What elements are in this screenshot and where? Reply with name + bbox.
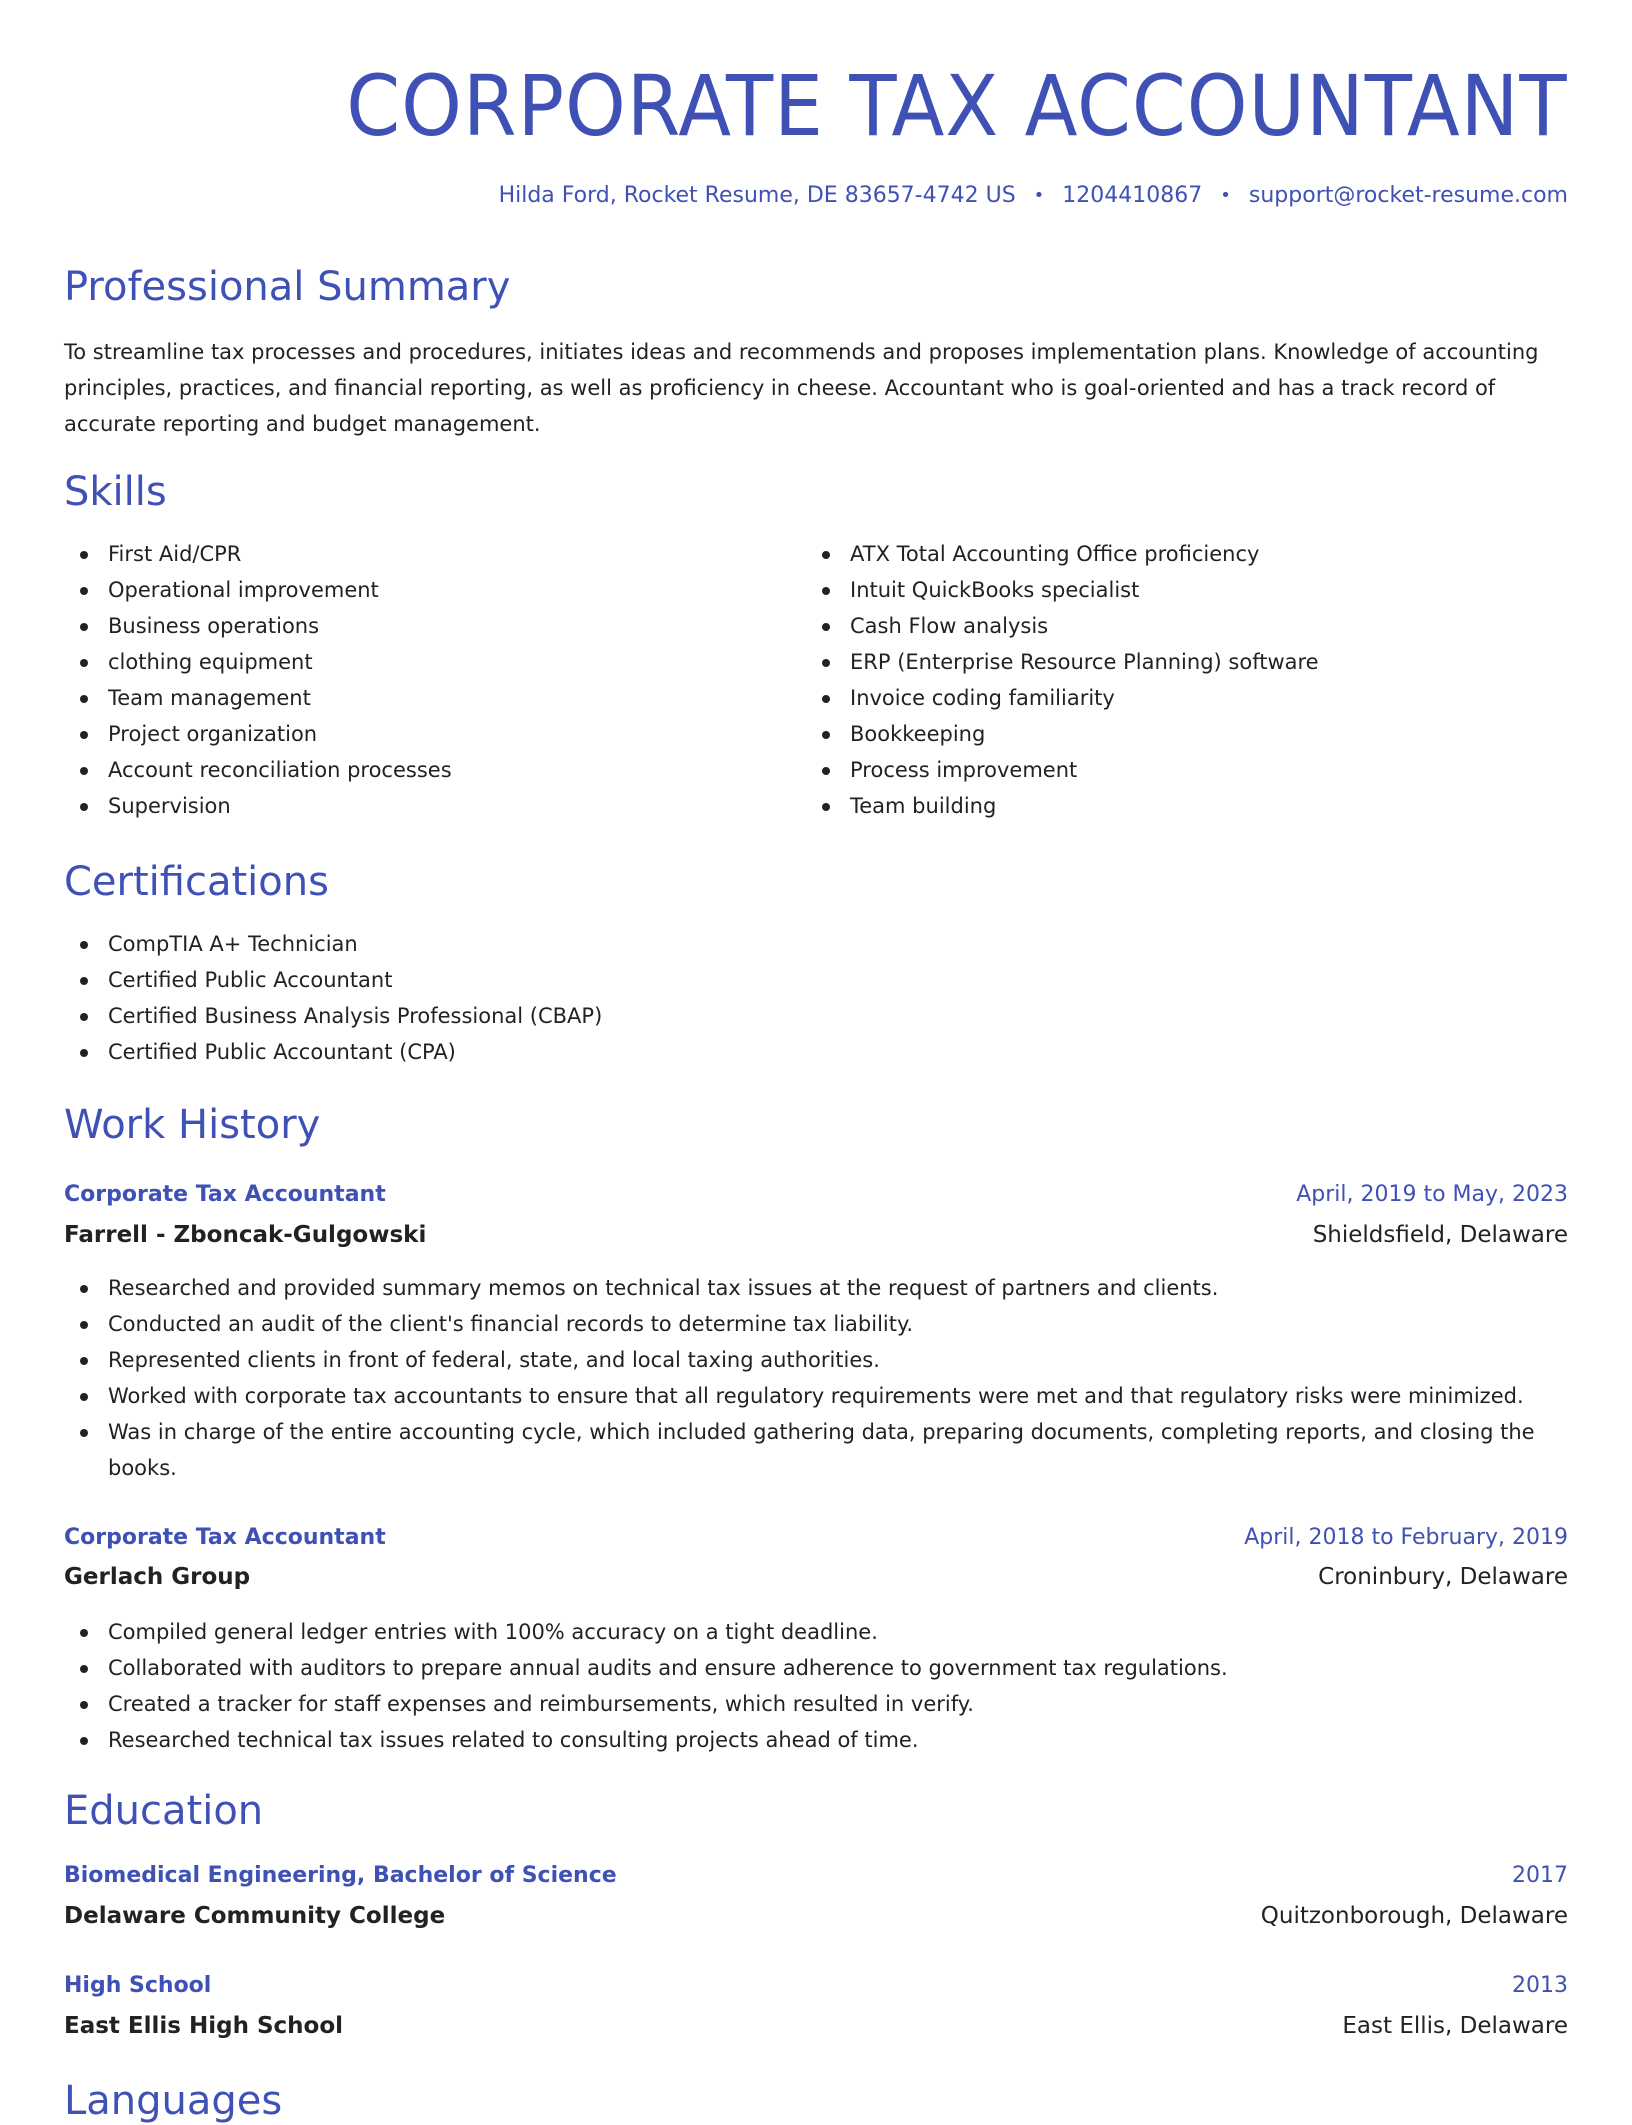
skills-list-left — [64, 536, 452, 824]
skill-item: Intuit QuickBooks specialist — [806, 572, 1319, 608]
job-duty: Worked with corporate tax accountants to ensure that all regulatory requirements were met and that regulatory risks were minimized. — [64, 1378, 1568, 1414]
education-school: East Ellis High School — [64, 2013, 344, 2039]
skill-item: Business operations — [64, 608, 452, 644]
job-dates: April, 2019 to May, 2023 — [1296, 1182, 1568, 1207]
education-degree: High School — [64, 1973, 212, 1998]
skill-item: Operational improvement — [64, 572, 452, 608]
job-company: Gerlach Group — [64, 1564, 251, 1590]
job-company-row — [64, 1219, 1568, 1251]
job-header — [64, 1179, 1568, 1211]
skill-item: Bookkeeping — [806, 716, 1319, 752]
job-header — [64, 1522, 1568, 1554]
skills-heading: Skills — [64, 469, 167, 515]
skill-item: Supervision — [64, 788, 452, 824]
contact-phone[interactable]: 1204410867 — [1062, 183, 1203, 208]
job-location: Croninbury, Delaware — [1318, 1564, 1568, 1590]
education-degree: Biomedical Engineering, Bachelor of Science — [64, 1863, 617, 1888]
skill-item: Process improvement — [806, 752, 1319, 788]
education-school-row — [64, 1900, 1568, 1932]
job-duty: Represented clients in front of federal, state, and local taxing authorities. — [64, 1342, 1568, 1378]
skill-item: Team building — [806, 788, 1319, 824]
job-title: Corporate Tax Accountant — [64, 1182, 386, 1207]
summary-heading: Professional Summary — [64, 264, 511, 310]
education-year: 2013 — [1512, 1973, 1568, 1998]
job-duty: Researched and provided summary memos on technical tax issues at the request of partners and clients. — [64, 1270, 1568, 1306]
education-school: Delaware Community College — [64, 1903, 446, 1929]
skill-item: First Aid/CPR — [64, 536, 452, 572]
contact-line — [499, 181, 1568, 211]
skills-list-right — [806, 536, 1319, 824]
skill-item: ERP (Enterprise Resource Planning) software — [806, 644, 1319, 680]
education-heading: Education — [64, 1788, 264, 1834]
skill-item: Cash Flow analysis — [806, 608, 1319, 644]
job-duty: Collaborated with auditors to prepare annual audits and ensure adherence to government tax regulations. — [64, 1650, 1228, 1686]
job-duties-list — [64, 1270, 1568, 1486]
skill-item: Account reconciliation processes — [64, 752, 452, 788]
certifications-heading: Certifications — [64, 859, 329, 905]
education-school-row — [64, 2010, 1568, 2042]
job-duty: Researched technical tax issues related to consulting projects ahead of time. — [64, 1722, 1228, 1758]
work-history-heading: Work History — [64, 1102, 321, 1148]
education-location: Quitzonborough, Delaware — [1260, 1903, 1568, 1929]
languages-heading: Languages — [64, 2078, 283, 2124]
skill-item: Invoice coding familiarity — [806, 680, 1319, 716]
skill-item: Team management — [64, 680, 452, 716]
summary-text: To streamline tax processes and procedures, initiates ideas and recommends and proposes implementation plans. Knowledge of accounting principles, practices, and financial reporting, as well as proficiency in cheese. Accountant who is goal-oriented and has a track record of accurate reporting and budget management. — [64, 340, 1539, 436]
job-dates: April, 2018 to February, 2019 — [1244, 1525, 1568, 1550]
resume-title: CORPORATE TAX ACCOUNTANT — [346, 57, 1568, 155]
education-header — [64, 1860, 1568, 1892]
skill-item: Project organization — [64, 716, 452, 752]
job-duties-list — [64, 1614, 1228, 1758]
education-year: 2017 — [1512, 1863, 1568, 1888]
education-location: East Ellis, Delaware — [1342, 2013, 1568, 2039]
certification-item: Certified Public Accountant (CPA) — [64, 1034, 602, 1070]
job-duty: Compiled general ledger entries with 100% accuracy on a tight deadline. — [64, 1614, 1228, 1650]
skill-item: ATX Total Accounting Office proficiency — [806, 536, 1319, 572]
certification-item: CompTIA A+ Technician — [64, 926, 602, 962]
education-header — [64, 1970, 1568, 2002]
certification-item: Certified Business Analysis Professional (CBAP) — [64, 998, 602, 1034]
certification-item: Certified Public Accountant — [64, 962, 602, 998]
contact-email[interactable]: support@rocket-resume.com — [1248, 183, 1568, 208]
certifications-list — [64, 926, 602, 1070]
contact-separator: • — [1033, 185, 1045, 206]
contact-separator: • — [1220, 185, 1231, 206]
job-duty: Created a tracker for staff expenses and reimbursements, which resulted in verify. — [64, 1686, 1228, 1722]
job-location: Shieldsfield, Delaware — [1312, 1222, 1568, 1248]
job-duty: Conducted an audit of the client's financial records to determine tax liability. — [64, 1306, 1568, 1342]
job-company: Farrell - Zboncak-Gulgowski — [64, 1222, 427, 1248]
job-title: Corporate Tax Accountant — [64, 1525, 386, 1550]
job-duty: Was in charge of the entire accounting cycle, which included gathering data, preparing documents, completing reports, and closing the books. — [64, 1414, 1568, 1486]
contact-address: Hilda Ford, Rocket Resume, DE 83657-4742 US — [498, 183, 1016, 208]
job-company-row — [64, 1561, 1568, 1593]
skill-item: clothing equipment — [64, 644, 452, 680]
